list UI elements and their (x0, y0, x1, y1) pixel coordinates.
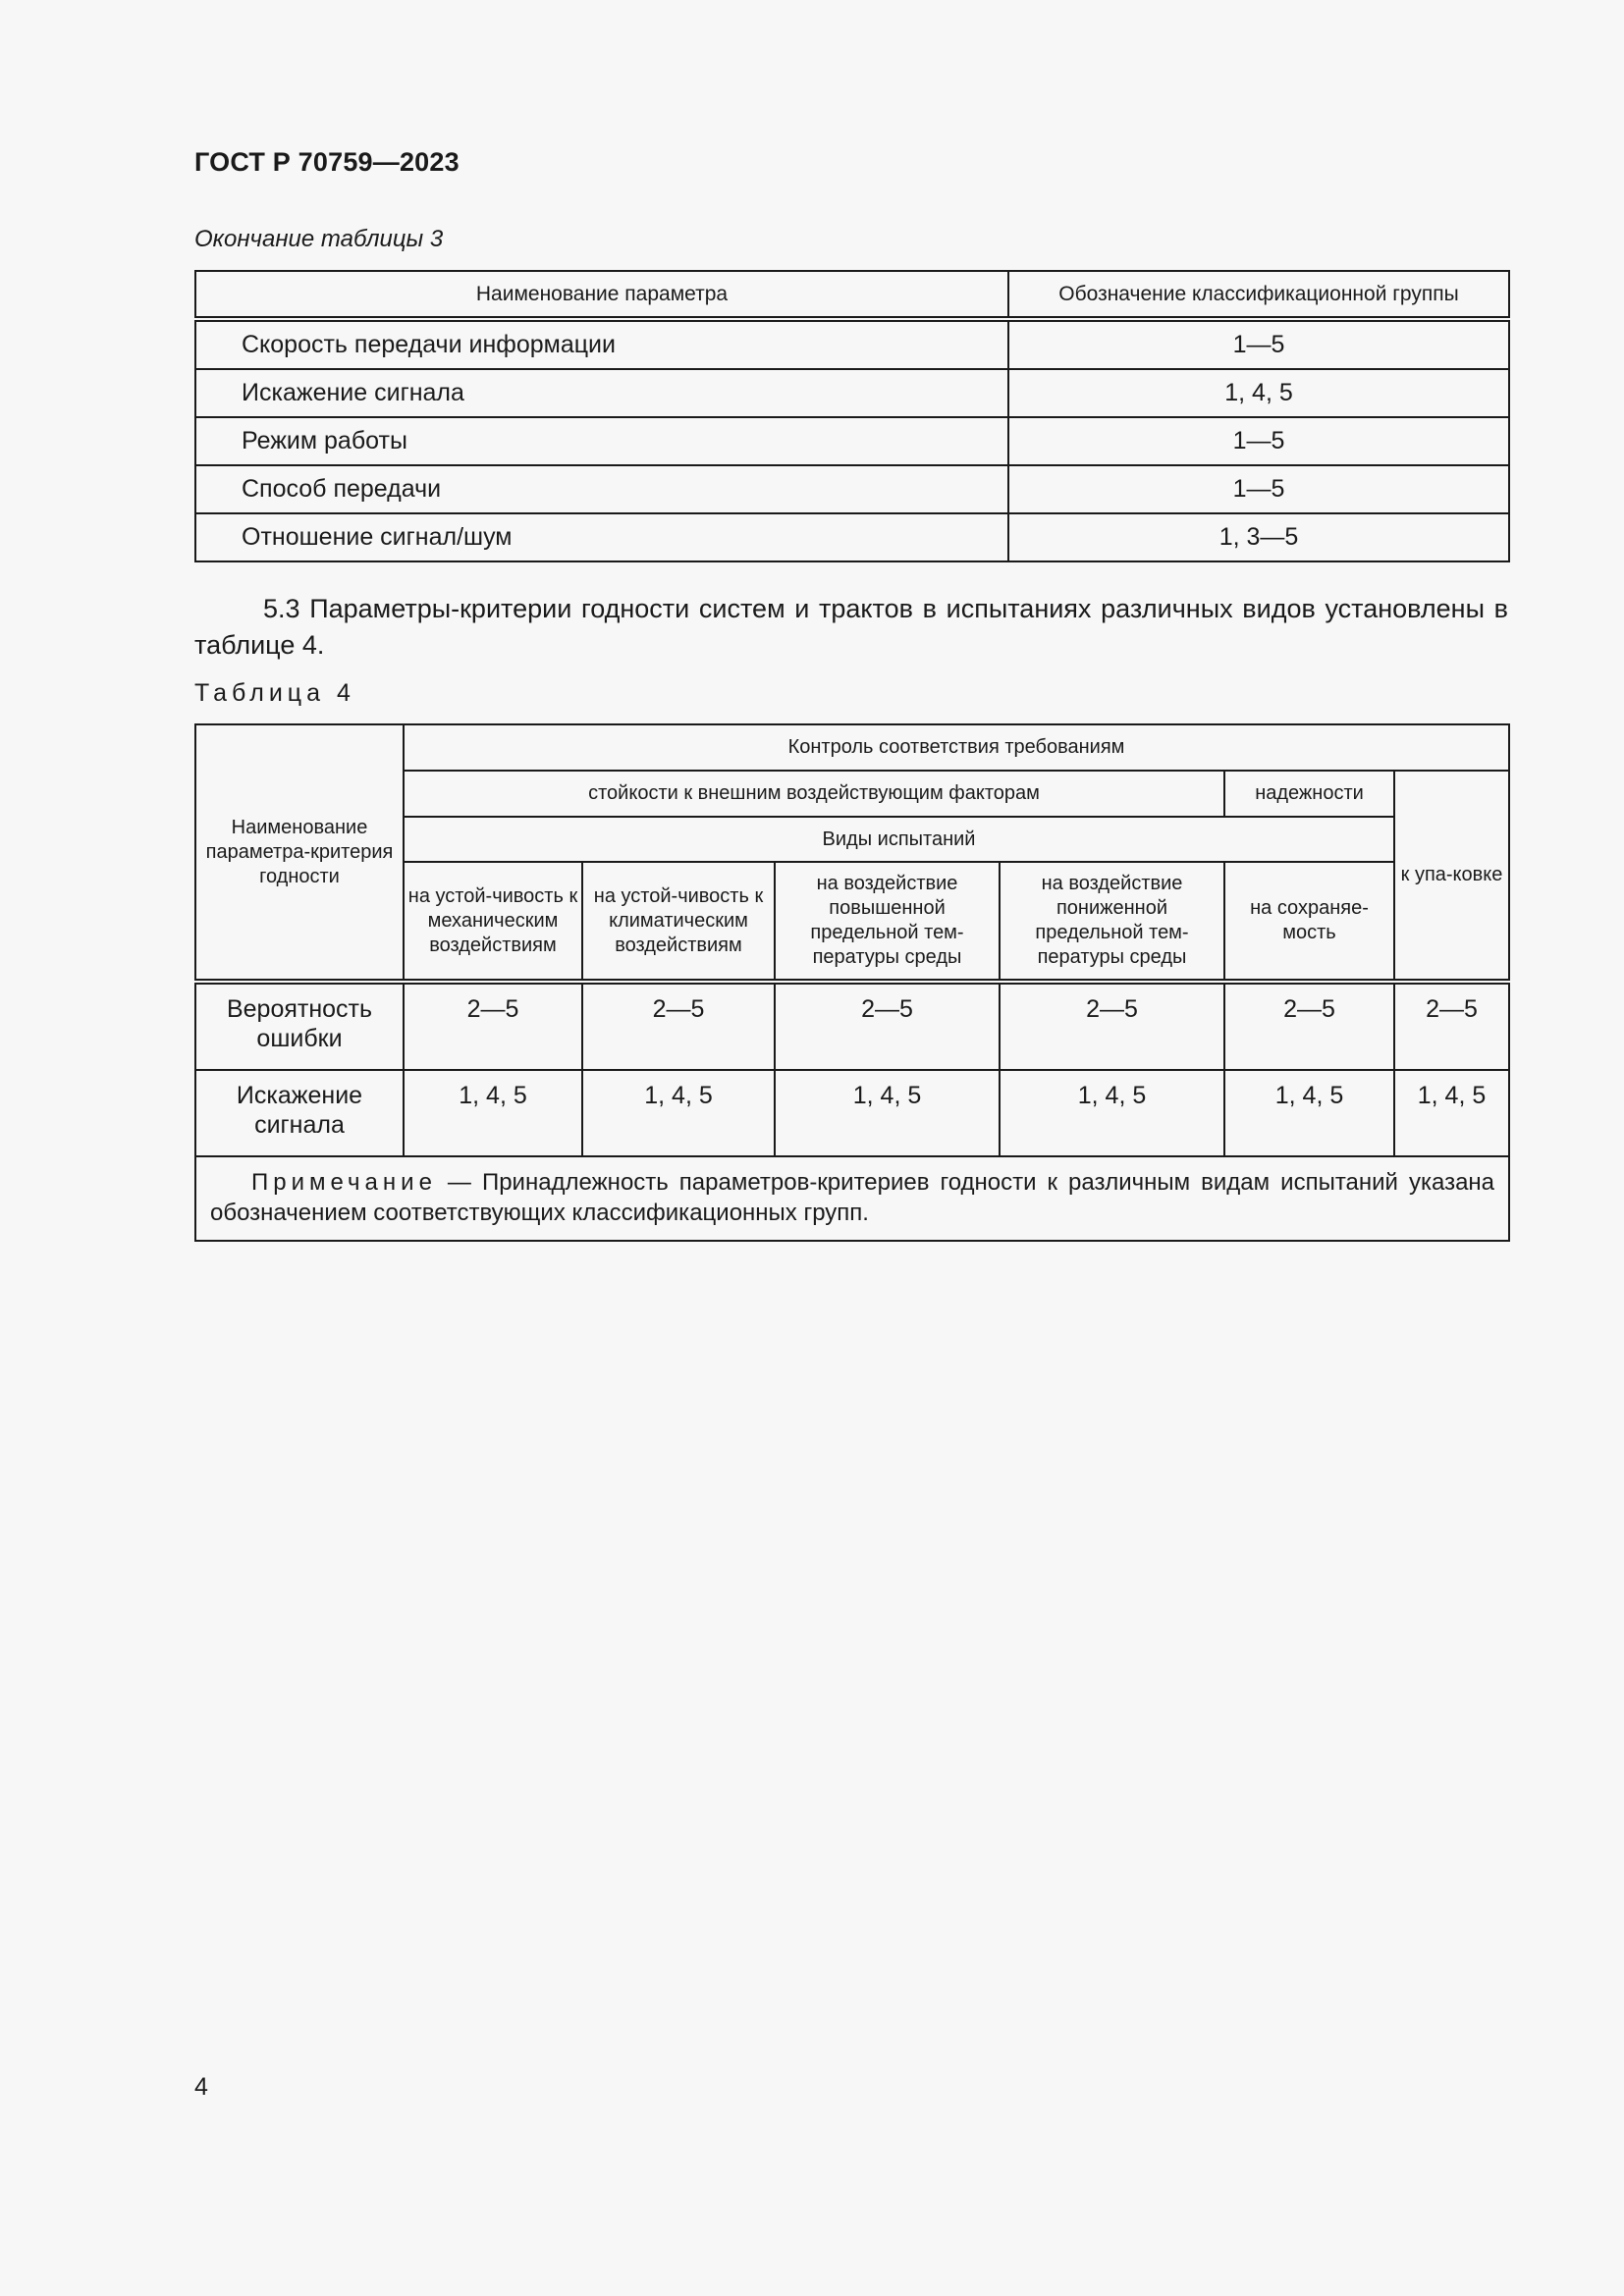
table4-header-reliability: надежности (1224, 771, 1394, 817)
table3-cell-name: Искажение сигнала (195, 369, 1008, 417)
table4-cell-value: 1, 4, 5 (404, 1070, 582, 1156)
table3-cell-name: Скорость передачи информации (195, 319, 1008, 369)
table3-header-parameter: Наименование параметра (195, 271, 1008, 319)
table4-cell-value: 2—5 (1224, 982, 1394, 1070)
table4-header-col: на устой-чивость к механическим воздействиям (404, 862, 582, 982)
table4-header-row (195, 724, 1509, 771)
table3-cell-name: Отношение сигнал/шум (195, 513, 1008, 561)
table3-header-group: Обозначение классификационной группы (1008, 271, 1509, 319)
table4-cell-value: 1, 4, 5 (1394, 1070, 1509, 1156)
table-row (195, 319, 1509, 369)
table3-cell-value: 1—5 (1008, 319, 1509, 369)
table4-note (195, 1156, 1509, 1241)
table4-cell-value: 2—5 (582, 982, 775, 1070)
table4-header-resistance: стойкости к внешним воздействующим факторам (404, 771, 1224, 817)
table4-cell-value: 1, 4, 5 (1224, 1070, 1394, 1156)
table4-cell-value: 1, 4, 5 (775, 1070, 1000, 1156)
table4-header-test-kinds: Виды испытаний (404, 817, 1394, 862)
table4-caption: Таблица 4 (194, 679, 355, 707)
document-code: ГОСТ Р 70759—2023 (194, 147, 460, 177)
table3-header-row (195, 271, 1509, 319)
table-4 (194, 723, 1510, 1242)
table3-cell-value: 1—5 (1008, 417, 1509, 465)
table3-continuation-caption: Окончание таблицы 3 (194, 226, 444, 252)
table4-cell-name: Вероятность ошибки (195, 982, 404, 1070)
table3-cell-value: 1, 4, 5 (1008, 369, 1509, 417)
table4-cell-value: 2—5 (404, 982, 582, 1070)
table3-cell-value: 1—5 (1008, 465, 1509, 513)
table-row (195, 513, 1509, 561)
table3-cell-name: Режим работы (195, 417, 1008, 465)
paragraph-5-3: 5.3 Параметры-критерии годности систем и трактов в испытаниях различных видов установлены в таблице 4. (194, 594, 1508, 660)
table-row (195, 369, 1509, 417)
table4-header-col: на воздействие пониженной предельной тем-пературы среды (1000, 862, 1224, 982)
table3-cell-value: 1, 3—5 (1008, 513, 1509, 561)
table4-header-packaging: к упа-ковке (1394, 771, 1509, 982)
table4-cell-value: 2—5 (775, 982, 1000, 1070)
table4-cell-value: 2—5 (1000, 982, 1224, 1070)
note-label: Примечание (251, 1169, 437, 1196)
table4-cell-name: Искажение сигнала (195, 1070, 404, 1156)
table4-header-control: Контроль соответствия требованиям (404, 724, 1509, 771)
table4-cell-value: 1, 4, 5 (1000, 1070, 1224, 1156)
page-number: 4 (194, 2073, 208, 2101)
table4-cell-value: 1, 4, 5 (582, 1070, 775, 1156)
note-text: — Принадлежность параметров-критериев годности к различным видам испытаний указана обозначением соответствующих классификационных групп. (210, 1169, 1495, 1226)
table4-header-col: на воздействие повышенной предельной тем-пературы среды (775, 862, 1000, 982)
table-row (195, 1070, 1509, 1156)
table-row (195, 417, 1509, 465)
table-row (195, 465, 1509, 513)
table4-header-col: на сохраняе-мость (1224, 862, 1394, 982)
table-row (195, 982, 1509, 1070)
table4-cell-value: 2—5 (1394, 982, 1509, 1070)
table4-note-row (195, 1156, 1509, 1241)
table-3 (194, 270, 1510, 562)
table3-cell-name: Способ передачи (195, 465, 1008, 513)
table4-header-col: на устой-чивость к климатическим воздействиям (582, 862, 775, 982)
table4-header-param-name: Наименование параметра-критерия годности (195, 724, 404, 982)
